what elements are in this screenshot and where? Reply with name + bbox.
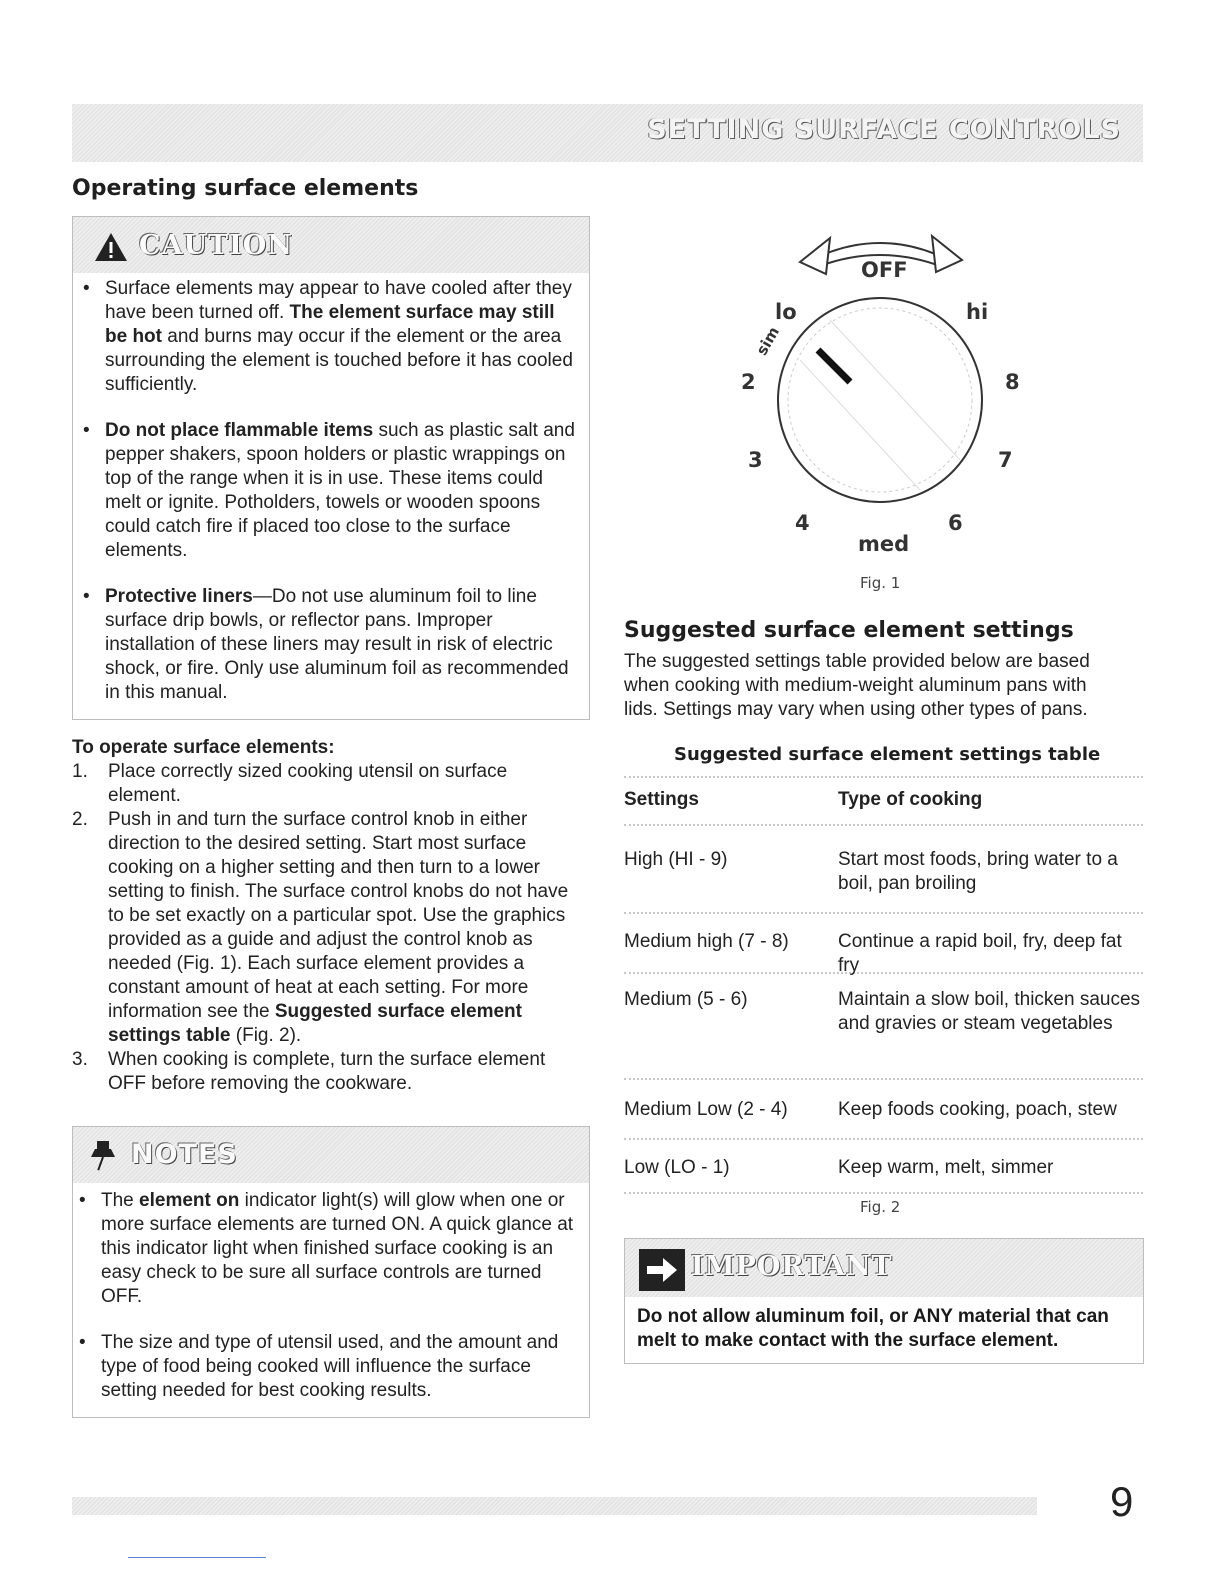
row-cooking: Maintain a slow boil, thicken sauces and gravies or steam vegetables <box>838 989 1141 1034</box>
warning-icon <box>93 231 129 263</box>
col-header-type: Type of cooking <box>838 789 983 810</box>
fig1-caption: Fig. 1 <box>860 574 901 592</box>
table-row <box>624 1140 1143 1194</box>
knob-circle <box>778 298 982 502</box>
row-cooking: Start most foods, bring water to a boil, pan broiling <box>838 849 1118 894</box>
dial-6-label: 6 <box>948 511 963 535</box>
dial-hi-label: hi <box>966 300 989 324</box>
table-row <box>624 1080 1143 1140</box>
notes-list <box>73 1189 589 1403</box>
dial-3-label: 3 <box>748 448 763 472</box>
caution-list <box>73 277 589 705</box>
settings-table <box>624 776 1143 1194</box>
dial-2-label: 2 <box>741 370 756 394</box>
notes-header <box>73 1127 589 1183</box>
section-title-suggested: Suggested surface element settings <box>624 618 1074 643</box>
dial-4-label: 4 <box>795 511 810 535</box>
table-title: Suggested surface element settings table <box>674 744 1101 765</box>
important-header <box>625 1239 1143 1297</box>
footer-link-line <box>128 1557 266 1558</box>
caution-item: • Protective liners—Do not use aluminum foil to line surface drip bowls, or reflector pans. Improper installation of these liners may result in risk of electric shock, or fire. Only use aluminum foil as recommended in this manual. <box>105 585 579 705</box>
dial-8-label: 8 <box>1005 370 1020 394</box>
header-band <box>72 104 1143 162</box>
step-item: 3. When cooking is complete, turn the surface element OFF before removing the cookware. <box>72 1049 546 1094</box>
operate-title: To operate surface elements: <box>72 737 335 758</box>
caution-item: • Surface elements may appear to have cooled after they have been turned off. The element surface may still be hot and burns may occur if the element or the area surrounding the element is touched before it has cooled sufficiently. <box>105 277 579 397</box>
section-title-operating: Operating surface elements <box>72 176 419 201</box>
col-header-settings: Settings <box>624 789 699 810</box>
row-setting: Medium Low (2 - 4) <box>624 1099 788 1120</box>
table-row <box>624 974 1143 1080</box>
row-cooking: Keep foods cooking, poach, stew <box>838 1099 1117 1120</box>
important-box <box>624 1238 1144 1364</box>
caution-header <box>73 217 589 273</box>
fig2-caption: Fig. 2 <box>860 1198 901 1216</box>
dial-med-label: med <box>858 532 910 556</box>
notes-label: NOTES <box>131 1139 238 1170</box>
row-cooking: Continue a rapid boil, fry, deep fat fry <box>838 931 1122 976</box>
row-cooking: Keep warm, melt, simmer <box>838 1157 1054 1178</box>
dial-7-label: 7 <box>998 448 1013 472</box>
pushpin-icon <box>91 1139 117 1173</box>
suggested-intro: The suggested settings table provided below are based when cooking with medium-weight aluminum pans with lids. Settings may vary when using other types of pans. <box>624 651 1090 720</box>
note-item: • The size and type of utensil used, and the amount and type of food being cooked will influence the surface setting needed for best cooking results. <box>101 1331 579 1403</box>
operate-steps <box>72 760 584 1096</box>
dial-lo-label: lo <box>775 300 797 324</box>
row-setting: High (HI - 9) <box>624 849 728 870</box>
caution-box <box>72 216 590 720</box>
row-setting: Medium (5 - 6) <box>624 989 748 1010</box>
arrow-right-icon <box>639 1249 685 1291</box>
dial-sim-label: sim <box>752 323 784 359</box>
row-setting: Low (LO - 1) <box>624 1157 730 1178</box>
caution-label: CAUTION <box>139 230 293 261</box>
footer-band <box>72 1497 1037 1515</box>
page-header-title: SETTING SURFACE CONTROLS <box>647 114 1121 145</box>
note-item: • The element on indicator light(s) will glow when one or more surface elements are turned ON. A quick glance at this indicator light when finished surface cooking is an easy check to be sure all surface controls are turned OFF. <box>101 1189 579 1309</box>
table-row <box>624 826 1143 914</box>
dial-off-label: OFF <box>861 258 908 282</box>
table-header-row <box>624 778 1143 826</box>
row-setting: Medium high (7 - 8) <box>624 931 789 952</box>
notes-box <box>72 1126 590 1418</box>
table-row <box>624 914 1143 974</box>
important-label: IMPORTANT <box>691 1251 893 1282</box>
page-number: 9 <box>1110 1478 1134 1525</box>
step-item: 2. Push in and turn the surface control knob in either direction to the desired setting. Start most surface cooking on a higher setting and then turn to a lower setting to finish. The surface control knobs do not have to be set exactly on a particular spot. Use the graphics provided as a guide and adjust the control knob as needed (Fig. 1). Each surface element provides a constant amount of heat at each setting. For more information see the Suggested surface element settings table (Fig. 2). <box>72 809 569 1046</box>
caution-item: • Do not place flammable items such as plastic salt and pepper shakers, spoon holders or plastic wrappings on top of the range when it is in use. These items could melt or ignite. Potholders, towels or wooden spoons could catch fire if placed too close to the surface elements. <box>105 419 579 563</box>
important-text: Do not allow aluminum foil, or ANY material that can melt to make contact with the surface element. <box>637 1306 1109 1351</box>
step-item: 1. Place correctly sized cooking utensil on surface element. <box>72 761 508 806</box>
